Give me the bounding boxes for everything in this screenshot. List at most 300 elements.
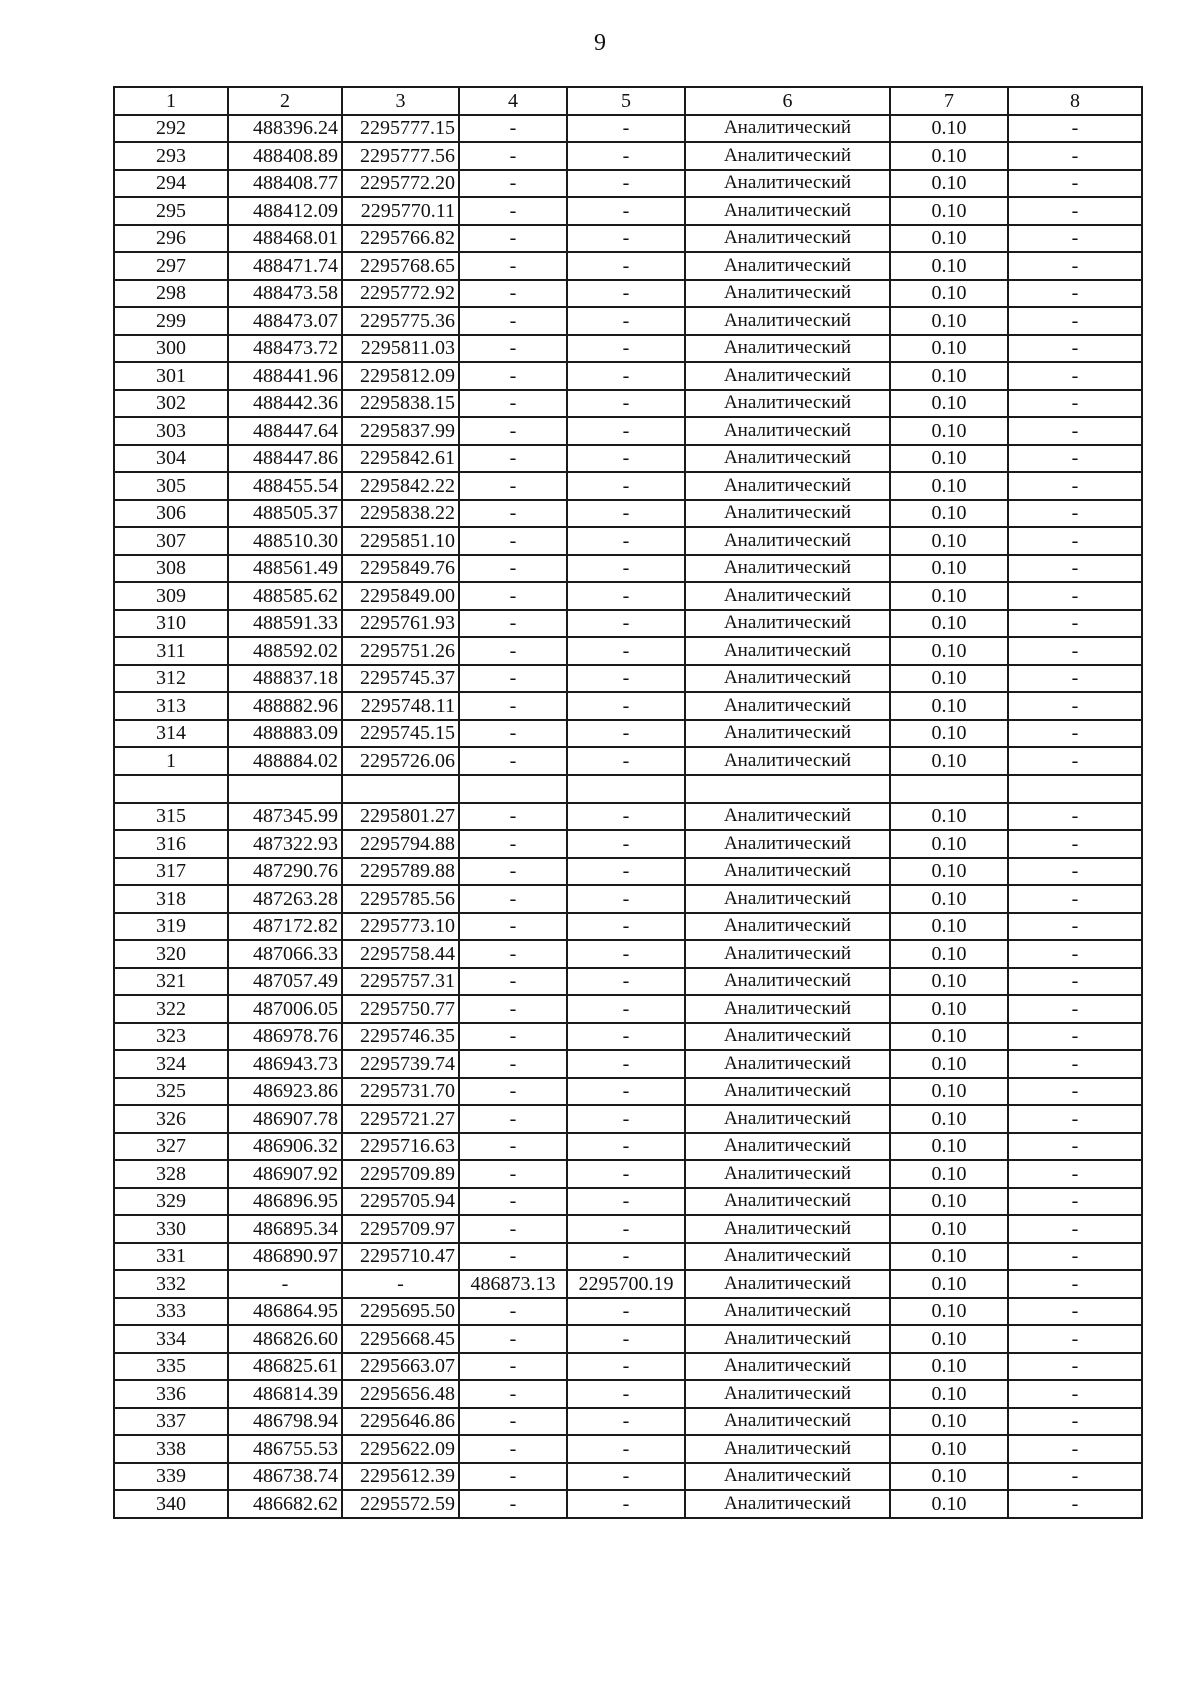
table-row: [114, 968, 1142, 996]
x-coordinate-cell: 486923.86: [228, 1078, 342, 1106]
y-coordinate-cell: 2295646.86: [342, 1408, 459, 1436]
x-alt-cell: -: [459, 1408, 567, 1436]
table-row: [114, 803, 1142, 831]
column-header: 3: [342, 87, 459, 115]
table-row: [114, 390, 1142, 418]
table-row: [114, 1188, 1142, 1216]
x-coordinate-cell: 488837.18: [228, 665, 342, 693]
x-alt-cell: -: [459, 1325, 567, 1353]
x-coordinate-cell: 486682.62: [228, 1490, 342, 1518]
y-coordinate-cell: 2295721.27: [342, 1105, 459, 1133]
y-coordinate-cell: 2295656.48: [342, 1380, 459, 1408]
y-coordinate-cell: 2295739.74: [342, 1050, 459, 1078]
y-coordinate-cell: 2295612.39: [342, 1463, 459, 1491]
y-alt-cell: 2295700.19: [567, 1270, 685, 1298]
description-cell: -: [1008, 335, 1142, 363]
x-coordinate-cell: 487057.49: [228, 968, 342, 996]
method-cell: Аналитический: [685, 1325, 890, 1353]
y-coordinate-cell: 2295842.22: [342, 472, 459, 500]
x-alt-cell: -: [459, 472, 567, 500]
x-coordinate-cell: 487345.99: [228, 803, 342, 831]
x-alt-cell: -: [459, 747, 567, 775]
y-alt-cell: -: [567, 1215, 685, 1243]
description-cell: -: [1008, 555, 1142, 583]
x-alt-cell: -: [459, 1160, 567, 1188]
table-header-row: [114, 87, 1142, 115]
method-cell: Аналитический: [685, 610, 890, 638]
x-alt-cell: -: [459, 803, 567, 831]
method-cell: Аналитический: [685, 1023, 890, 1051]
x-coordinate-cell: 488441.96: [228, 362, 342, 390]
table-row: [114, 445, 1142, 473]
table-row: [114, 1105, 1142, 1133]
table-row: [114, 1298, 1142, 1326]
y-alt-cell: -: [567, 858, 685, 886]
point-number-cell: 318: [114, 885, 228, 913]
x-coordinate-cell: 487066.33: [228, 940, 342, 968]
description-cell: -: [1008, 1105, 1142, 1133]
y-coordinate-cell: 2295770.11: [342, 197, 459, 225]
y-coordinate-cell: 2295773.10: [342, 913, 459, 941]
point-number-cell: 337: [114, 1408, 228, 1436]
y-coordinate-cell: 2295748.11: [342, 692, 459, 720]
x-coordinate-cell: 488468.01: [228, 225, 342, 253]
y-coordinate-cell: 2295789.88: [342, 858, 459, 886]
method-cell: Аналитический: [685, 885, 890, 913]
y-alt-cell: -: [567, 582, 685, 610]
point-number-cell: 340: [114, 1490, 228, 1518]
point-number-cell: 310: [114, 610, 228, 638]
y-alt-cell: -: [567, 1105, 685, 1133]
accuracy-cell: 0.10: [890, 637, 1008, 665]
table-row: [114, 307, 1142, 335]
description-cell: -: [1008, 968, 1142, 996]
method-cell: Аналитический: [685, 390, 890, 418]
x-coordinate-cell: 486895.34: [228, 1215, 342, 1243]
description-cell: -: [1008, 362, 1142, 390]
x-alt-cell: -: [459, 307, 567, 335]
y-alt-cell: -: [567, 197, 685, 225]
y-coordinate-cell: 2295775.36: [342, 307, 459, 335]
table-row: [114, 913, 1142, 941]
accuracy-cell: 0.10: [890, 1463, 1008, 1491]
x-coordinate-cell: 487290.76: [228, 858, 342, 886]
x-coordinate-cell: 487322.93: [228, 830, 342, 858]
x-alt-cell: -: [459, 913, 567, 941]
x-alt-cell: -: [459, 527, 567, 555]
description-cell: -: [1008, 803, 1142, 831]
point-number-cell: 328: [114, 1160, 228, 1188]
method-cell: Аналитический: [685, 252, 890, 280]
description-cell: -: [1008, 1408, 1142, 1436]
table-row: [114, 1270, 1142, 1298]
method-cell: Аналитический: [685, 417, 890, 445]
x-coordinate-cell: [228, 775, 342, 803]
y-alt-cell: -: [567, 1160, 685, 1188]
point-number-cell: 295: [114, 197, 228, 225]
accuracy-cell: 0.10: [890, 913, 1008, 941]
point-number-cell: 306: [114, 500, 228, 528]
table-row: [114, 775, 1142, 803]
column-header: 5: [567, 87, 685, 115]
y-alt-cell: -: [567, 1243, 685, 1271]
y-coordinate-cell: 2295838.15: [342, 390, 459, 418]
x-alt-cell: -: [459, 1243, 567, 1271]
accuracy-cell: 0.10: [890, 170, 1008, 198]
accuracy-cell: 0.10: [890, 1078, 1008, 1106]
point-number-cell: 339: [114, 1463, 228, 1491]
accuracy-cell: 0.10: [890, 995, 1008, 1023]
point-number-cell: 309: [114, 582, 228, 610]
method-cell: Аналитический: [685, 335, 890, 363]
y-coordinate-cell: -: [342, 1270, 459, 1298]
description-cell: -: [1008, 280, 1142, 308]
x-alt-cell: -: [459, 968, 567, 996]
x-alt-cell: -: [459, 1490, 567, 1518]
x-coordinate-cell: 488471.74: [228, 252, 342, 280]
column-header: 6: [685, 87, 890, 115]
x-coordinate-cell: 488884.02: [228, 747, 342, 775]
method-cell: Аналитический: [685, 1215, 890, 1243]
y-alt-cell: -: [567, 1435, 685, 1463]
table-row: [114, 858, 1142, 886]
x-coordinate-cell: 488585.62: [228, 582, 342, 610]
point-number-cell: 296: [114, 225, 228, 253]
table-row: [114, 555, 1142, 583]
table-row: [114, 197, 1142, 225]
table-row: [114, 1408, 1142, 1436]
method-cell: Аналитический: [685, 1105, 890, 1133]
method-cell: Аналитический: [685, 1408, 890, 1436]
y-coordinate-cell: 2295761.93: [342, 610, 459, 638]
method-cell: Аналитический: [685, 362, 890, 390]
y-alt-cell: -: [567, 995, 685, 1023]
accuracy-cell: 0.10: [890, 390, 1008, 418]
point-number-cell: 298: [114, 280, 228, 308]
x-coordinate-cell: 488396.24: [228, 115, 342, 143]
x-alt-cell: -: [459, 1078, 567, 1106]
description-cell: -: [1008, 692, 1142, 720]
description-cell: -: [1008, 390, 1142, 418]
point-number-cell: 302: [114, 390, 228, 418]
x-alt-cell: -: [459, 582, 567, 610]
y-coordinate-cell: 2295745.37: [342, 665, 459, 693]
table-body: [114, 115, 1142, 1518]
x-coordinate-cell: 486826.60: [228, 1325, 342, 1353]
description-cell: -: [1008, 747, 1142, 775]
x-alt-cell: -: [459, 1380, 567, 1408]
accuracy-cell: 0.10: [890, 610, 1008, 638]
table-row: [114, 692, 1142, 720]
column-header: 8: [1008, 87, 1142, 115]
description-cell: -: [1008, 830, 1142, 858]
y-coordinate-cell: 2295572.59: [342, 1490, 459, 1518]
y-coordinate-cell: 2295842.61: [342, 445, 459, 473]
y-alt-cell: -: [567, 390, 685, 418]
point-number-cell: [114, 775, 228, 803]
y-alt-cell: [567, 775, 685, 803]
y-coordinate-cell: 2295812.09: [342, 362, 459, 390]
accuracy-cell: 0.10: [890, 692, 1008, 720]
table-row: [114, 1023, 1142, 1051]
accuracy-cell: 0.10: [890, 555, 1008, 583]
point-number-cell: 305: [114, 472, 228, 500]
point-number-cell: 307: [114, 527, 228, 555]
y-alt-cell: -: [567, 115, 685, 143]
point-number-cell: 304: [114, 445, 228, 473]
x-alt-cell: -: [459, 170, 567, 198]
point-number-cell: 320: [114, 940, 228, 968]
accuracy-cell: 0.10: [890, 307, 1008, 335]
method-cell: Аналитический: [685, 225, 890, 253]
y-coordinate-cell: 2295772.20: [342, 170, 459, 198]
point-number-cell: 336: [114, 1380, 228, 1408]
description-cell: -: [1008, 1325, 1142, 1353]
x-alt-cell: -: [459, 417, 567, 445]
y-coordinate-cell: 2295726.06: [342, 747, 459, 775]
description-cell: -: [1008, 197, 1142, 225]
method-cell: Аналитический: [685, 1380, 890, 1408]
x-coordinate-cell: 486907.78: [228, 1105, 342, 1133]
x-alt-cell: -: [459, 692, 567, 720]
y-coordinate-cell: 2295768.65: [342, 252, 459, 280]
table-row: [114, 995, 1142, 1023]
y-coordinate-cell: 2295746.35: [342, 1023, 459, 1051]
method-cell: Аналитический: [685, 692, 890, 720]
accuracy-cell: 0.10: [890, 335, 1008, 363]
accuracy-cell: 0.10: [890, 225, 1008, 253]
table-row: [114, 1380, 1142, 1408]
x-alt-cell: -: [459, 1353, 567, 1381]
x-alt-cell: -: [459, 142, 567, 170]
method-cell: Аналитический: [685, 968, 890, 996]
point-number-cell: 294: [114, 170, 228, 198]
column-header: 4: [459, 87, 567, 115]
method-cell: Аналитический: [685, 665, 890, 693]
y-alt-cell: -: [567, 280, 685, 308]
point-number-cell: 332: [114, 1270, 228, 1298]
y-coordinate-cell: 2295777.56: [342, 142, 459, 170]
method-cell: Аналитический: [685, 1078, 890, 1106]
table-row: [114, 747, 1142, 775]
page-number: 9: [594, 30, 606, 56]
y-alt-cell: -: [567, 1023, 685, 1051]
x-coordinate-cell: 486907.92: [228, 1160, 342, 1188]
table-row: [114, 252, 1142, 280]
x-alt-cell: -: [459, 940, 567, 968]
table-row: [114, 1215, 1142, 1243]
y-coordinate-cell: 2295837.99: [342, 417, 459, 445]
accuracy-cell: 0.10: [890, 1050, 1008, 1078]
method-cell: Аналитический: [685, 858, 890, 886]
y-alt-cell: -: [567, 692, 685, 720]
point-number-cell: 324: [114, 1050, 228, 1078]
x-alt-cell: -: [459, 1435, 567, 1463]
x-alt-cell: -: [459, 885, 567, 913]
x-coordinate-cell: 488883.09: [228, 720, 342, 748]
y-alt-cell: -: [567, 1408, 685, 1436]
description-cell: -: [1008, 858, 1142, 886]
x-alt-cell: -: [459, 252, 567, 280]
accuracy-cell: 0.10: [890, 142, 1008, 170]
x-coordinate-cell: 488473.72: [228, 335, 342, 363]
y-alt-cell: -: [567, 1078, 685, 1106]
accuracy-cell: 0.10: [890, 1215, 1008, 1243]
x-coordinate-cell: 488473.07: [228, 307, 342, 335]
method-cell: Аналитический: [685, 1298, 890, 1326]
x-coordinate-cell: 488561.49: [228, 555, 342, 583]
point-number-cell: 292: [114, 115, 228, 143]
accuracy-cell: 0.10: [890, 527, 1008, 555]
y-coordinate-cell: 2295838.22: [342, 500, 459, 528]
table-row: [114, 115, 1142, 143]
method-cell: Аналитический: [685, 582, 890, 610]
description-cell: -: [1008, 500, 1142, 528]
accuracy-cell: 0.10: [890, 830, 1008, 858]
description-cell: -: [1008, 1160, 1142, 1188]
x-coordinate-cell: 488473.58: [228, 280, 342, 308]
x-alt-cell: -: [459, 1133, 567, 1161]
table-row: [114, 1435, 1142, 1463]
point-number-cell: 334: [114, 1325, 228, 1353]
accuracy-cell: 0.10: [890, 968, 1008, 996]
y-coordinate-cell: 2295772.92: [342, 280, 459, 308]
table-row: [114, 170, 1142, 198]
x-coordinate-cell: 486943.73: [228, 1050, 342, 1078]
y-alt-cell: -: [567, 417, 685, 445]
method-cell: Аналитический: [685, 995, 890, 1023]
point-number-cell: 317: [114, 858, 228, 886]
method-cell: Аналитический: [685, 1435, 890, 1463]
point-number-cell: 325: [114, 1078, 228, 1106]
y-alt-cell: -: [567, 1325, 685, 1353]
x-coordinate-cell: 487263.28: [228, 885, 342, 913]
y-alt-cell: -: [567, 720, 685, 748]
y-coordinate-cell: 2295777.15: [342, 115, 459, 143]
point-number-cell: 330: [114, 1215, 228, 1243]
point-number-cell: 313: [114, 692, 228, 720]
y-alt-cell: -: [567, 142, 685, 170]
description-cell: -: [1008, 252, 1142, 280]
x-coordinate-cell: 486906.32: [228, 1133, 342, 1161]
y-alt-cell: -: [567, 225, 685, 253]
point-number-cell: 297: [114, 252, 228, 280]
point-number-cell: 1: [114, 747, 228, 775]
y-coordinate-cell: 2295709.89: [342, 1160, 459, 1188]
method-cell: Аналитический: [685, 170, 890, 198]
accuracy-cell: 0.10: [890, 445, 1008, 473]
x-coordinate-cell: 486978.76: [228, 1023, 342, 1051]
method-cell: [685, 775, 890, 803]
x-alt-cell: -: [459, 1215, 567, 1243]
accuracy-cell: 0.10: [890, 1353, 1008, 1381]
y-coordinate-cell: 2295668.45: [342, 1325, 459, 1353]
y-coordinate-cell: 2295849.00: [342, 582, 459, 610]
method-cell: Аналитический: [685, 1050, 890, 1078]
y-coordinate-cell: 2295801.27: [342, 803, 459, 831]
table-row: [114, 720, 1142, 748]
x-alt-cell: -: [459, 1050, 567, 1078]
description-cell: -: [1008, 1215, 1142, 1243]
accuracy-cell: 0.10: [890, 1380, 1008, 1408]
x-coordinate-cell: 486890.97: [228, 1243, 342, 1271]
table-row: [114, 1490, 1142, 1518]
table-row: [114, 885, 1142, 913]
accuracy-cell: 0.10: [890, 417, 1008, 445]
y-coordinate-cell: 2295757.31: [342, 968, 459, 996]
method-cell: Аналитический: [685, 472, 890, 500]
accuracy-cell: 0.10: [890, 472, 1008, 500]
y-alt-cell: -: [567, 940, 685, 968]
y-coordinate-cell: 2295705.94: [342, 1188, 459, 1216]
description-cell: -: [1008, 115, 1142, 143]
table-row: [114, 1133, 1142, 1161]
y-coordinate-cell: 2295745.15: [342, 720, 459, 748]
x-alt-cell: -: [459, 390, 567, 418]
coordinates-table: [113, 86, 1143, 1519]
table-row: [114, 1353, 1142, 1381]
x-coordinate-cell: 488592.02: [228, 637, 342, 665]
y-alt-cell: -: [567, 1133, 685, 1161]
accuracy-cell: 0.10: [890, 1105, 1008, 1133]
table-row: [114, 472, 1142, 500]
x-alt-cell: -: [459, 280, 567, 308]
accuracy-cell: 0.10: [890, 1298, 1008, 1326]
x-alt-cell: -: [459, 610, 567, 638]
description-cell: -: [1008, 1243, 1142, 1271]
y-alt-cell: -: [567, 913, 685, 941]
description-cell: -: [1008, 527, 1142, 555]
x-alt-cell: -: [459, 637, 567, 665]
description-cell: [1008, 775, 1142, 803]
method-cell: Аналитический: [685, 500, 890, 528]
description-cell: -: [1008, 445, 1142, 473]
x-alt-cell: -: [459, 830, 567, 858]
y-coordinate-cell: 2295716.63: [342, 1133, 459, 1161]
table-row: [114, 610, 1142, 638]
accuracy-cell: 0.10: [890, 747, 1008, 775]
method-cell: Аналитический: [685, 1353, 890, 1381]
method-cell: Аналитический: [685, 1270, 890, 1298]
y-alt-cell: -: [567, 665, 685, 693]
table-row: [114, 665, 1142, 693]
method-cell: Аналитический: [685, 803, 890, 831]
column-header: 7: [890, 87, 1008, 115]
description-cell: -: [1008, 1490, 1142, 1518]
table-row: [114, 1325, 1142, 1353]
y-alt-cell: -: [567, 252, 685, 280]
method-cell: Аналитический: [685, 637, 890, 665]
description-cell: -: [1008, 913, 1142, 941]
description-cell: -: [1008, 940, 1142, 968]
y-coordinate-cell: 2295751.26: [342, 637, 459, 665]
method-cell: Аналитический: [685, 142, 890, 170]
y-coordinate-cell: 2295794.88: [342, 830, 459, 858]
point-number-cell: 322: [114, 995, 228, 1023]
description-cell: -: [1008, 472, 1142, 500]
x-alt-cell: -: [459, 362, 567, 390]
description-cell: -: [1008, 637, 1142, 665]
x-coordinate-cell: 488412.09: [228, 197, 342, 225]
x-coordinate-cell: 486755.53: [228, 1435, 342, 1463]
point-number-cell: 311: [114, 637, 228, 665]
description-cell: -: [1008, 170, 1142, 198]
y-alt-cell: -: [567, 885, 685, 913]
accuracy-cell: 0.10: [890, 803, 1008, 831]
x-coordinate-cell: 488591.33: [228, 610, 342, 638]
x-alt-cell: -: [459, 858, 567, 886]
table-row: [114, 940, 1142, 968]
